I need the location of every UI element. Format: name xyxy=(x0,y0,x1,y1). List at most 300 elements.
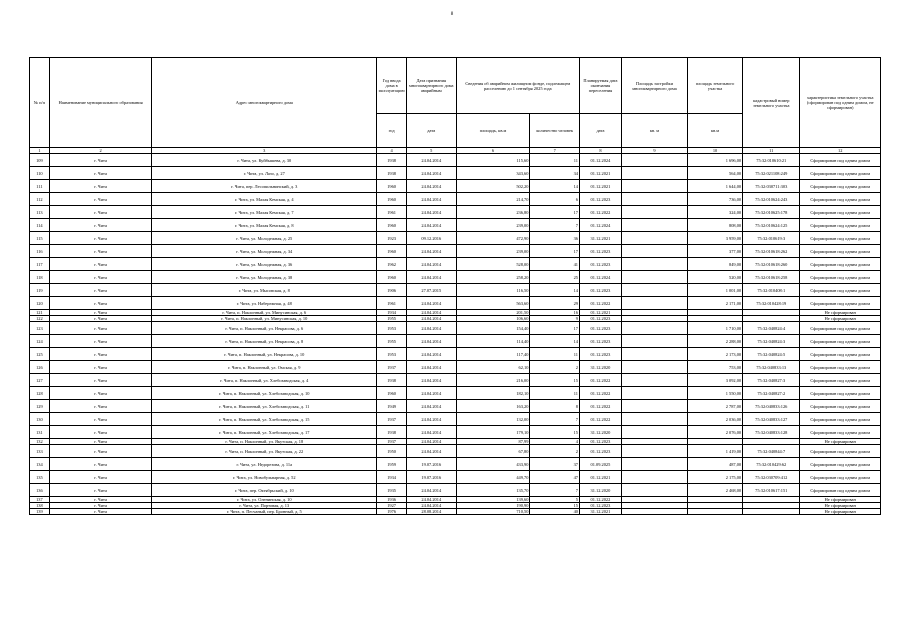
row-land-area: 1 710,00 xyxy=(688,322,743,335)
row-number: 137 xyxy=(30,497,50,503)
row-area: 154,40 xyxy=(456,322,530,335)
column-number: 11 xyxy=(743,148,800,154)
row-build-area xyxy=(621,167,687,180)
row-land-area: 1 696,00 xyxy=(688,154,743,167)
row-area: 87,99 xyxy=(456,439,530,445)
row-emergency-date: 24.04.2014 xyxy=(406,310,456,316)
row-area: 106,60 xyxy=(456,316,530,322)
table-row xyxy=(30,458,881,471)
table-row xyxy=(30,271,881,284)
row-year: 1937 xyxy=(377,361,407,374)
row-emergency-date: 24.04.2014 xyxy=(406,503,456,509)
row-number: 116 xyxy=(30,245,50,258)
row-year: 1960 xyxy=(377,219,407,232)
row-emergency-date: 24.04.2014 xyxy=(406,297,456,310)
header-planned-date: Планируемая дата окончания переселения xyxy=(580,58,622,114)
row-area: 201,50 xyxy=(456,310,530,316)
header-row xyxy=(30,58,881,114)
row-characteristic: Не сформирован xyxy=(800,503,881,509)
row-characteristic: Не сформирован xyxy=(800,439,881,445)
row-emergency-date: 19.07.2016 xyxy=(406,458,456,471)
row-build-area xyxy=(621,297,687,310)
header-cadastral: кадастровый номер земельного участка xyxy=(743,58,800,148)
table-row xyxy=(30,167,881,180)
row-number: 129 xyxy=(30,400,50,413)
row-land-area: 1 419,00 xyxy=(688,445,743,458)
row-cadastral: 75:32:040833:127 xyxy=(743,413,800,426)
row-build-area xyxy=(621,154,687,167)
row-people: 29 xyxy=(530,297,580,310)
column-number: 7 xyxy=(530,148,580,154)
row-end-date: 01.12.2023 xyxy=(580,322,622,335)
row-people: 14 xyxy=(530,180,580,193)
housing-table xyxy=(29,57,881,515)
row-year: 1960 xyxy=(377,193,407,206)
table-row xyxy=(30,154,881,167)
row-address: г. Чита, п. Наклонный, ул. Хлебозаводская, д. 10 xyxy=(152,387,377,400)
row-number: 125 xyxy=(30,348,50,361)
row-cadastral: 75:32:040844:7 xyxy=(743,445,800,458)
row-land-area: 753,00 xyxy=(688,361,743,374)
row-year: 1937 xyxy=(377,413,407,426)
row-municipality: г. Чита xyxy=(49,484,152,497)
row-address: г. Чита, ул. Недорезова, д. 11а xyxy=(152,458,377,471)
row-people: 4 xyxy=(530,439,580,445)
row-end-date: 01.12.2021 xyxy=(580,471,622,484)
row-people: 7 xyxy=(530,484,580,497)
row-emergency-date: 24.04.2014 xyxy=(406,400,456,413)
row-address: г. Чита, ул. Молодежная, д. 38 xyxy=(152,271,377,284)
row-year: 1937 xyxy=(377,439,407,445)
row-number: 126 xyxy=(30,361,50,374)
column-number: 2 xyxy=(49,148,152,154)
row-municipality: г. Чита xyxy=(49,335,152,348)
row-build-area xyxy=(621,361,687,374)
row-number: 119 xyxy=(30,284,50,297)
header-year: Год ввода дома в эксплуатацию xyxy=(377,58,407,114)
row-people: 15 xyxy=(530,426,580,439)
row-address: г. Чита, пер. Октябрьский, д. 10 xyxy=(152,484,377,497)
row-characteristic: Сформирован под одним домом xyxy=(800,322,881,335)
row-address: г. Чита, ул. Портовая, д. 13 xyxy=(152,503,377,509)
row-people: 8 xyxy=(530,400,580,413)
row-people: 14 xyxy=(530,335,580,348)
row-end-date: 01.09.2025 xyxy=(580,458,622,471)
row-cadastral xyxy=(743,509,800,515)
row-land-area: 520,00 xyxy=(688,271,743,284)
row-municipality: г. Чита xyxy=(49,458,152,471)
row-emergency-date: 24.04.2014 xyxy=(406,413,456,426)
row-year: 1961 xyxy=(377,297,407,310)
table-row xyxy=(30,400,881,413)
row-end-date: 01.12.2023 xyxy=(580,335,622,348)
row-end-date: 01.12.2021 xyxy=(580,180,622,193)
column-number: 10 xyxy=(688,148,743,154)
row-year: 1960 xyxy=(377,271,407,284)
row-address: г. Чита, п. Наклонный, ул. Якутская, д. 18 xyxy=(152,439,377,445)
row-address: г. Чита, п. Наклонный, ул. Хлебозаводская, д. 15 xyxy=(152,413,377,426)
row-emergency-date: 24.04.2014 xyxy=(406,206,456,219)
row-end-date: 01.12.2023 xyxy=(580,258,622,271)
row-cadastral: 75:32:040824:4 xyxy=(743,322,800,335)
row-build-area xyxy=(621,271,687,284)
row-cadastral: 75:32:040827:3 xyxy=(743,374,800,387)
row-land-area: 1 001,00 xyxy=(688,284,743,297)
row-build-area xyxy=(621,387,687,400)
row-end-date: 01.12.2024 xyxy=(580,219,622,232)
row-year: 1960 xyxy=(377,387,407,400)
row-municipality: г. Чита xyxy=(49,167,152,180)
row-address: г. Чита, п. Наклонный, ул. Минусинская, д. 6 xyxy=(152,310,377,316)
row-emergency-date: 24.04.2014 xyxy=(406,348,456,361)
row-number: 110 xyxy=(30,167,50,180)
row-land-area: 2 036,00 xyxy=(688,413,743,426)
row-municipality: г. Чита xyxy=(49,284,152,297)
row-number: 138 xyxy=(30,503,50,509)
header-municipality: Наименование муниципального образования xyxy=(49,58,152,148)
table-row xyxy=(30,219,881,232)
row-land-area: 736,00 xyxy=(688,193,743,206)
row-land-area: 2 787,00 xyxy=(688,400,743,413)
row-end-date: 01.12.2021 xyxy=(580,167,622,180)
row-people: 17 xyxy=(530,206,580,219)
row-build-area xyxy=(621,219,687,232)
row-municipality: г. Чита xyxy=(49,400,152,413)
row-year: 1935 xyxy=(377,484,407,497)
row-year: 1927 xyxy=(377,503,407,509)
row-end-date: 01.12.2022 xyxy=(580,497,622,503)
table-row xyxy=(30,193,881,206)
table-row xyxy=(30,335,881,348)
header-emergency-fund: Сведения об аварийном жилищном фонде, подлежащем расселению до 1 сентября 2025 года xyxy=(456,58,579,114)
row-address: г. Чита, п. Наклонный, ул. Минусинская, д. 10 xyxy=(152,316,377,322)
row-cadastral: 75:32:010618:258 xyxy=(743,271,800,284)
row-emergency-date: 24.04.2014 xyxy=(406,219,456,232)
row-address: г. Чита, п. Наклонный, ул. Некрасова, д. 8 xyxy=(152,335,377,348)
row-land-area: 2 171,00 xyxy=(688,297,743,310)
row-land-area: 324,00 xyxy=(688,206,743,219)
row-people: 6 xyxy=(530,193,580,206)
row-people: 2 xyxy=(530,361,580,374)
row-emergency-date: 24.04.2014 xyxy=(406,439,456,445)
row-municipality: г. Чита xyxy=(49,387,152,400)
row-end-date: 01.12.2023 xyxy=(580,439,622,445)
row-land-area: 808,00 xyxy=(688,219,743,232)
row-address: г. Чита, п. Наклонный, ул. Хлебозаводская, д. 4 xyxy=(152,374,377,387)
row-year: 1938 xyxy=(377,374,407,387)
subheader-area: площадь, кв.м xyxy=(456,114,530,148)
row-address: г. Чита, ул. Малая Кемская, д. 7 xyxy=(152,206,377,219)
row-people: 11 xyxy=(530,348,580,361)
row-number: 111 xyxy=(30,180,50,193)
table-row xyxy=(30,484,881,497)
row-people: 17 xyxy=(530,322,580,335)
row-area: 135,70 xyxy=(456,484,530,497)
row-land-area: 487,00 xyxy=(688,458,743,471)
row-cadastral: 75:32:010428:19 xyxy=(743,297,800,310)
row-people: 25 xyxy=(530,271,580,284)
row-characteristic: Сформирован под одним домом xyxy=(800,374,881,387)
row-emergency-date: 24.04.2014 xyxy=(406,167,456,180)
row-cadastral: 75:32:040824:5 xyxy=(743,348,800,361)
table-row xyxy=(30,426,881,439)
row-build-area xyxy=(621,193,687,206)
row-people: 5 xyxy=(530,497,580,503)
row-cadastral: 75:32:010408:1 xyxy=(743,284,800,297)
row-people: 16 xyxy=(530,310,580,316)
row-area: 132,00 xyxy=(456,413,530,426)
row-people: 9 xyxy=(530,316,580,322)
row-year: 1959 xyxy=(377,458,407,471)
row-address: г. Чита, ул. Малая Кемская, д. 4 xyxy=(152,193,377,206)
row-characteristic: Сформирован под одним домом xyxy=(800,445,881,458)
row-area: 216,00 xyxy=(456,374,530,387)
row-address: г. Чита, п. Наклонный, ул. Омская, д. 9 xyxy=(152,361,377,374)
row-characteristic: Сформирован под одним домом xyxy=(800,297,881,310)
row-address: г. Чита, ул. Набережная, д. 48 xyxy=(152,297,377,310)
row-area: 179,10 xyxy=(456,426,530,439)
row-area: 114,40 xyxy=(456,335,530,348)
row-municipality: г. Чита xyxy=(49,471,152,484)
row-number: 139 xyxy=(30,509,50,515)
table-row xyxy=(30,387,881,400)
row-build-area xyxy=(621,426,687,439)
row-area: 67,80 xyxy=(456,445,530,458)
row-area: 239,00 xyxy=(456,245,530,258)
row-build-area xyxy=(621,471,687,484)
row-municipality: г. Чита xyxy=(49,439,152,445)
row-land-area: 2 076,00 xyxy=(688,426,743,439)
row-number: 114 xyxy=(30,219,50,232)
row-area: 343,60 xyxy=(456,167,530,180)
row-build-area xyxy=(621,232,687,245)
row-emergency-date: 24.04.2014 xyxy=(406,316,456,322)
row-emergency-date: 24.04.2014 xyxy=(406,271,456,284)
row-address: г. Чита, пер. Лесопильнинский, д. 3 xyxy=(152,180,377,193)
row-area: 472,90 xyxy=(456,232,530,245)
row-number: 130 xyxy=(30,413,50,426)
row-emergency-date: 24.04.2014 xyxy=(406,193,456,206)
row-number: 127 xyxy=(30,374,50,387)
row-number: 121 xyxy=(30,310,50,316)
table-row xyxy=(30,322,881,335)
row-end-date: 31.12.2020 xyxy=(580,361,622,374)
row-municipality: г. Чита xyxy=(49,348,152,361)
row-characteristic: Не сформирован xyxy=(800,310,881,316)
table-row xyxy=(30,471,881,484)
row-land-area: 1 644,00 xyxy=(688,180,743,193)
row-number: 115 xyxy=(30,232,50,245)
row-land-area xyxy=(688,509,743,515)
row-land-area: 849,00 xyxy=(688,258,743,271)
row-cadastral: 75:32:010624:125 xyxy=(743,219,800,232)
row-emergency-date: 24.04.2014 xyxy=(406,245,456,258)
row-address: г. Чита, ул. Молодежная, д. 25 xyxy=(152,232,377,245)
row-year: 1938 xyxy=(377,154,407,167)
subheader-land-sqm: кв.м xyxy=(688,114,743,148)
row-emergency-date: 24.04.2014 xyxy=(406,497,456,503)
row-address: г. Чита, ул. Молодежная, д. 34 xyxy=(152,245,377,258)
row-number: 136 xyxy=(30,484,50,497)
row-emergency-date: 24.04.2014 xyxy=(406,154,456,167)
row-build-area xyxy=(621,458,687,471)
row-municipality: г. Чита xyxy=(49,245,152,258)
row-characteristic: Сформирован под одним домом xyxy=(800,245,881,258)
subheader-end-date: дата xyxy=(580,114,622,148)
row-end-date: 01.12.2021 xyxy=(580,310,622,316)
row-end-date: 01.12.2023 xyxy=(580,503,622,509)
row-build-area xyxy=(621,322,687,335)
row-cadastral: 75:32:030709:412 xyxy=(743,471,800,484)
row-build-area xyxy=(621,206,687,219)
row-build-area xyxy=(621,258,687,271)
row-characteristic: Сформирован под одним домом xyxy=(800,167,881,180)
row-area: 190,90 xyxy=(456,503,530,509)
row-address: г. Чита, п. Песчаный, пер. Бронный, д. 5 xyxy=(152,509,377,515)
row-cadastral: 75:32:040833:13 xyxy=(743,361,800,374)
row-land-area: 2 288,00 xyxy=(688,335,743,348)
row-people: 7 xyxy=(530,219,580,232)
row-emergency-date: 24.04.2014 xyxy=(406,322,456,335)
row-people: 15 xyxy=(530,374,580,387)
row-number: 128 xyxy=(30,387,50,400)
table-row xyxy=(30,232,881,245)
row-address: г. Чита, ул. Мысовская, д. 8 xyxy=(152,284,377,297)
row-address: г. Чита, ул. Малая Кемская, д. 8 xyxy=(152,219,377,232)
row-end-date: 31.12.2020 xyxy=(580,426,622,439)
row-address: г. Чита, ул. Лазо, д. 27 xyxy=(152,167,377,180)
row-municipality: г. Чита xyxy=(49,361,152,374)
row-year: 1976 xyxy=(377,509,407,515)
row-number: 113 xyxy=(30,206,50,219)
row-emergency-date: 24.04.2014 xyxy=(406,426,456,439)
row-number: 132 xyxy=(30,439,50,445)
row-year: 1962 xyxy=(377,258,407,271)
row-characteristic: Сформирован под одним домом xyxy=(800,348,881,361)
row-people: 36 xyxy=(530,232,580,245)
row-year: 1953 xyxy=(377,322,407,335)
row-address: г. Чита, ул. Оленинская, д. 10 xyxy=(152,497,377,503)
row-characteristic: Сформирован под одним домом xyxy=(800,471,881,484)
row-end-date: 01.12.2023 xyxy=(580,245,622,258)
row-area: 449,70 xyxy=(456,471,530,484)
row-area: 710,50 xyxy=(456,509,530,515)
row-municipality: г. Чита xyxy=(49,426,152,439)
row-number: 120 xyxy=(30,297,50,310)
row-characteristic: Сформирован под одним домом xyxy=(800,258,881,271)
row-cadastral: 75:32:010625:178 xyxy=(743,206,800,219)
row-year: 1960 xyxy=(377,245,407,258)
row-build-area xyxy=(621,245,687,258)
subheader-people: количество человек xyxy=(530,114,580,148)
row-year: 1953 xyxy=(377,348,407,361)
table-row xyxy=(30,361,881,374)
row-cadastral: 75:32:010617:151 xyxy=(743,484,800,497)
row-end-date: 31.12.2021 xyxy=(580,232,622,245)
row-land-area: 3 092,00 xyxy=(688,374,743,387)
row-characteristic: Сформирован под одним домом xyxy=(800,232,881,245)
row-emergency-date: 24.04.2014 xyxy=(406,335,456,348)
row-municipality: г. Чита xyxy=(49,503,152,509)
row-land-area: 2 175,00 xyxy=(688,471,743,484)
row-municipality: г. Чита xyxy=(49,322,152,335)
row-area: 115,60 xyxy=(456,154,530,167)
row-cadastral: 75:32:010624:243 xyxy=(743,193,800,206)
row-municipality: г. Чита xyxy=(49,258,152,271)
row-end-date: 01.12.2022 xyxy=(580,400,622,413)
row-emergency-date: 27.07.2015 xyxy=(406,284,456,297)
table-row xyxy=(30,206,881,219)
row-build-area xyxy=(621,445,687,458)
table-row xyxy=(30,297,881,310)
row-end-date: 01.12.2023 xyxy=(580,316,622,322)
header-address: Адрес многоквартирного дома xyxy=(152,58,377,148)
row-emergency-date: 19.07.2016 xyxy=(406,471,456,484)
row-build-area xyxy=(621,335,687,348)
row-emergency-date: 24.04.2014 xyxy=(406,374,456,387)
table-row xyxy=(30,445,881,458)
row-number: 123 xyxy=(30,322,50,335)
row-build-area xyxy=(621,284,687,297)
table-row xyxy=(30,258,881,271)
row-characteristic: Не сформирован xyxy=(800,509,881,515)
row-characteristic: Сформирован под одним домом xyxy=(800,361,881,374)
subheader-build-sqm: кв. м xyxy=(621,114,687,148)
row-build-area xyxy=(621,400,687,413)
row-end-date: 31.12.2020 xyxy=(580,484,622,497)
row-year: 1938 xyxy=(377,426,407,439)
row-area: 433,90 xyxy=(456,458,530,471)
row-year: 1934 xyxy=(377,310,407,316)
row-municipality: г. Чита xyxy=(49,232,152,245)
row-end-date: 01.12.2024 xyxy=(580,154,622,167)
row-area: 258,20 xyxy=(456,271,530,284)
row-end-date: 01.12.2023 xyxy=(580,445,622,458)
column-number: 12 xyxy=(800,148,881,154)
row-cadastral: 75:32:040824:3 xyxy=(743,335,800,348)
row-end-date: 01.12.2022 xyxy=(580,206,622,219)
row-address: г. Чита, п. Наклонный, ул. Некрасова, д. 10 xyxy=(152,348,377,361)
row-build-area xyxy=(621,348,687,361)
row-year: 1906 xyxy=(377,284,407,297)
row-address: г. Чита, п. Наклонный, ул. Хлебозаводская, д. 17 xyxy=(152,426,377,439)
row-build-area xyxy=(621,509,687,515)
row-year: 1950 xyxy=(377,445,407,458)
row-municipality: г. Чита xyxy=(49,374,152,387)
row-people: 7 xyxy=(530,413,580,426)
row-number: 117 xyxy=(30,258,50,271)
column-number: 8 xyxy=(580,148,622,154)
row-end-date: 01.12.2023 xyxy=(580,284,622,297)
row-emergency-date: 28.08.2014 xyxy=(406,509,456,515)
row-municipality: г. Чита xyxy=(49,413,152,426)
row-characteristic: Сформирован под одним домом xyxy=(800,400,881,413)
row-area: 62,10 xyxy=(456,361,530,374)
row-address: г. Чита, ул. Молодежная, д. 36 xyxy=(152,258,377,271)
subheader-date: дата xyxy=(406,114,456,148)
row-land-area: 377,00 xyxy=(688,245,743,258)
header-emergency-date: Дата признания многоквартирного дома аварийным xyxy=(406,58,456,114)
row-end-date: 01.12.2024 xyxy=(580,271,622,284)
row-end-date: 01.12.2023 xyxy=(580,348,622,361)
row-year: 1938 xyxy=(377,167,407,180)
row-cadastral: 75:32:030711:303 xyxy=(743,180,800,193)
row-characteristic: Сформирован под одним домом xyxy=(800,206,881,219)
table-row xyxy=(30,180,881,193)
row-end-date: 01.12.2022 xyxy=(580,297,622,310)
page-number: 8 xyxy=(450,12,454,17)
row-year: 1955 xyxy=(377,335,407,348)
